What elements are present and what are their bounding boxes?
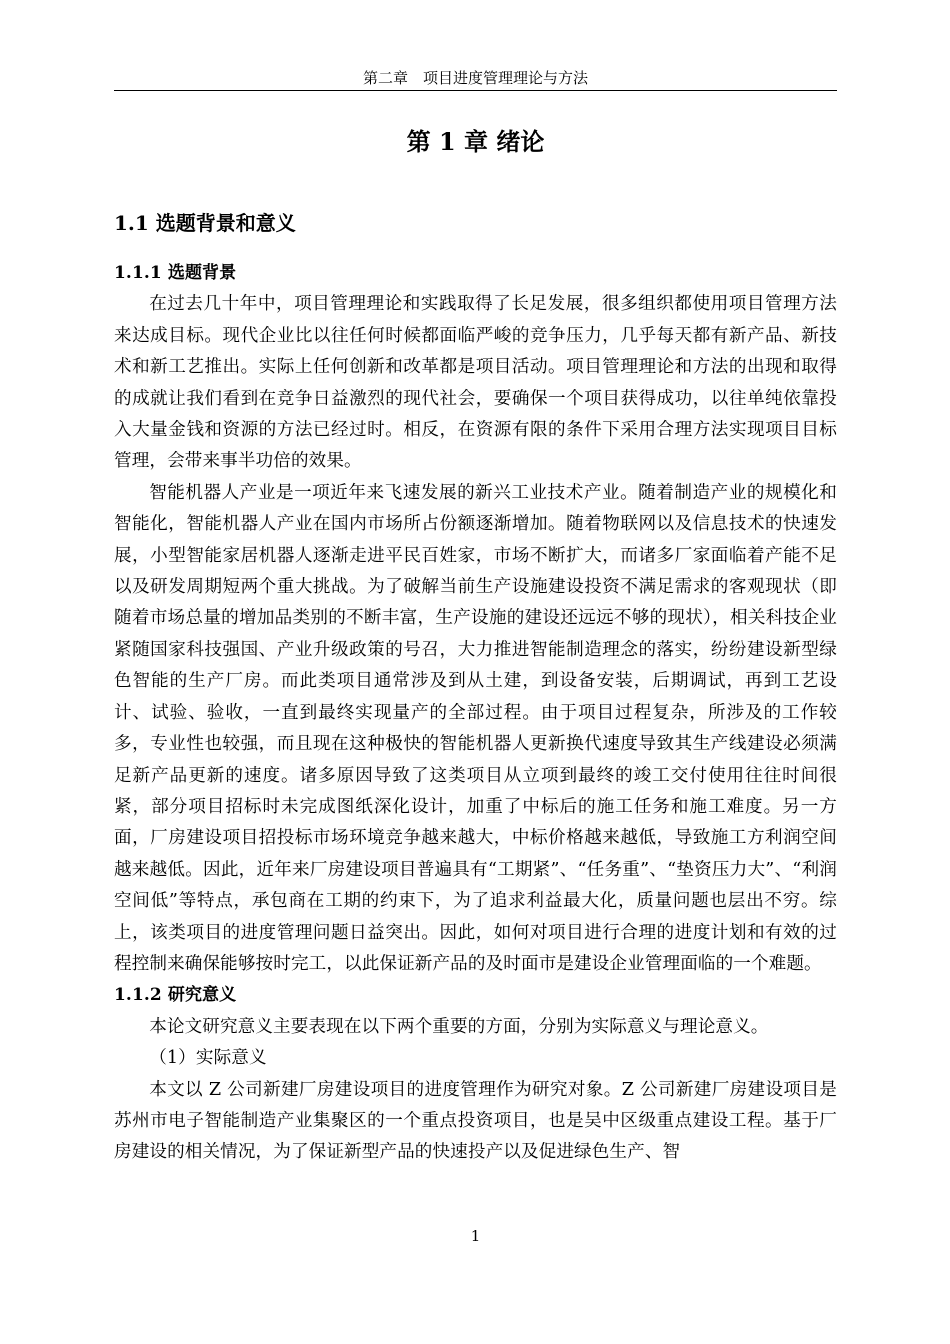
subsection-title-significance: 1.1.2 研究意义 [114,985,237,1006]
page-number: 1 [470,1227,481,1245]
chapter-title: 第 1 章 绪论 [406,127,545,156]
list-item-practical-significance: （1）实际意义 [149,1048,267,1069]
paragraph-significance-intro: 本论文研究意义主要表现在以下两个重要的方面，分别为实际意义与理论意义。 [149,1016,769,1037]
paragraph-background-2: 智能机器人产业是一项近年来飞速发展的新兴工业技术产业。随着制造产业的规模化和智能化，智能机器人产业在国内市场所占份额逐渐增加。随着物联网以及信息技术的快速发展，小型智能家居机器人逐渐走进平民百姓家，市场不断扩大，而诸多厂家面临着产能不足以及研发周期短两个重大挑战。为了破解当前生产设施建设投资不满足需求的客观现状（即随着市场总量的增加品类别的不断丰富，生产设施的建设还远远不够的现状），相关科技企业紧随国家科技强国、产业升级政策的号召，大力推进智能制造理念的落实，纷纷建设新型绿色智能的生产厂房。而此类项目通常涉及到从土建，到设备安装，后期调试，再到工艺设计、试验、验收，一直到最终实现量产的全部过程。由于项目过程复杂，所涉及的工作较多，专业性也较强，而且现在这种极快的智能机器人更新换代速度导致其生产线建设必须满足新产品更新的速度。诸多原因导致了这类项目从立项到最终的竣工交付使用往往时间很紧，部分项目招标时未完成图纸深化设计，加重了中标后的施工任务和施工难度。另一方面，厂房建设项目招投标市场环境竞争越来越大，中标价格越来越低，导致施工方利润空间越来越低。因此，近年来厂房建设项目普遍具有“工期紧”、“任务重”、“垫资压力大”、“利润空间低”等特点，承包商在工期的约束下，为了追求利益最大化，质量问题也层出不穷。综上，该类项目的进度管理问题日益突出。因此，如何对项目进行合理的进度计划和有效的过程控制来确保能够按时完工，以此保证新产品的及时面市是建设企业管理面临的一个难题。 [114,482,837,974]
section-title: 1.1 选题背景和意义 [114,211,296,235]
paragraph-background-1: 在过去几十年中，项目管理理论和实践取得了长足发展，很多组织都使用项目管理方法来达成目标。现代企业比以往任何时候都面临严峻的竞争压力，几乎每天都有新产品、新技术和新工艺推出。实际上任何创新和改革都是项目活动。项目管理理论和方法的出现和取得的成就让我们看到在竞争日益激烈的现代社会，要确保一个项目获得成功，以往单纯依靠投入大量金钱和资源的方法已经过时。相反，在资源有限的条件下采用合理方法实现项目目标管理，会带来事半功倍的效果。 [114,294,837,472]
paragraph-practical-significance: 本文以 Z 公司新建厂房建设项目的进度管理作为研究对象。Z 公司新建厂房建设项目是苏州市电子智能制造产业集聚区的一个重点投资项目，也是吴中区级重点建设工程。基于厂房建设的相关情况，为了保证新型产品的快速投产以及促进绿色生产、智 [114,1079,837,1163]
running-header: 第二章 项目进度管理理论与方法 [114,66,837,91]
body-text [114,258,837,1169]
subsection-title-background: 1.1.1 选题背景 [114,263,237,283]
